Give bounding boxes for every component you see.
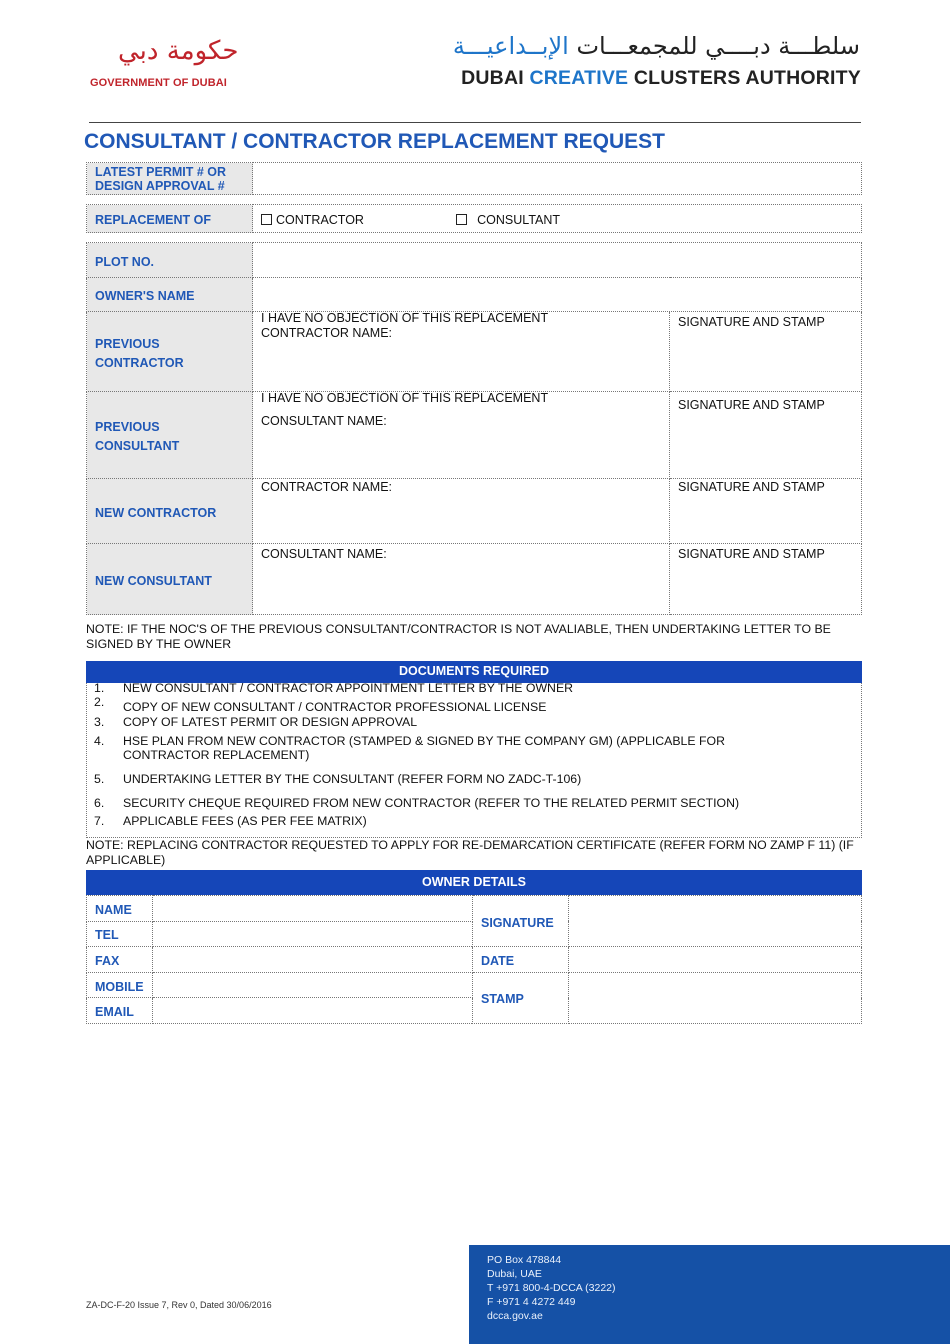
owner-tel-label: TEL (87, 921, 153, 947)
checkbox-icon (261, 214, 272, 225)
contractor-checkbox[interactable]: CONTRACTOR (261, 209, 364, 228)
owner-stamp-input[interactable] (569, 972, 862, 1023)
owner-tel-input[interactable] (153, 921, 473, 947)
footer-fax: F +971 4 4272 449 (487, 1296, 576, 1308)
replacement-table (86, 204, 862, 233)
previous-consultant-signature[interactable]: SIGNATURE AND STAMP (670, 392, 862, 479)
permit-input[interactable] (253, 163, 862, 195)
plot-no-input[interactable] (253, 243, 862, 278)
plot-no-label: PLOT NO. (87, 243, 253, 278)
owners-name-input[interactable] (253, 278, 862, 312)
new-consultant-label: NEW CONSULTANT (87, 544, 253, 615)
new-contractor-signature[interactable]: SIGNATURE AND STAMP (670, 479, 862, 544)
permit-label: LATEST PERMIT # OR DESIGN APPROVAL # (87, 163, 253, 195)
authority-arabic-name: سلطـــة دبــــي للمجمعـــات الإبــداعيـــة (452, 32, 860, 60)
previous-consultant-label: PREVIOUS CONSULTANT (87, 392, 253, 479)
gov-logo-english-text: GOVERNMENT OF DUBAI (90, 77, 227, 89)
page-title: CONSULTANT / CONTRACTOR REPLACEMENT REQUEST (84, 130, 665, 153)
owner-fax-label: FAX (87, 947, 153, 973)
replacement-of-label: REPLACEMENT OF (87, 205, 253, 233)
consultant-checkbox[interactable]: CONSULTANT (456, 209, 560, 228)
previous-contractor-label: PREVIOUS CONTRACTOR (87, 312, 253, 392)
owner-stamp-label: STAMP (473, 972, 569, 1023)
owner-mobile-input[interactable] (153, 972, 473, 998)
owner-details-heading: OWNER DETAILS (86, 870, 862, 895)
owner-signature-input[interactable] (569, 896, 862, 947)
owner-signature-label: SIGNATURE (473, 896, 569, 947)
authority-english-name: DUBAI CREATIVE CLUSTERS AUTHORITY (461, 67, 861, 89)
documents-heading: DOCUMENTS REQUIRED (86, 661, 862, 683)
details-table (86, 242, 862, 615)
owner-date-input[interactable] (569, 947, 862, 973)
new-consultant-input[interactable]: CONSULTANT NAME: (253, 544, 670, 615)
owner-email-label: EMAIL (87, 998, 153, 1024)
new-contractor-input[interactable]: CONTRACTOR NAME: (253, 479, 670, 544)
checkbox-icon (456, 214, 467, 225)
owner-mobile-label: MOBILE (87, 972, 153, 998)
footer-phone: T +971 800-4-DCCA (3222) (487, 1282, 616, 1294)
permit-table (86, 162, 862, 195)
new-contractor-label: NEW CONTRACTOR (87, 479, 253, 544)
footer-website: dcca.gov.ae (487, 1310, 543, 1322)
footer-po-box: PO Box 478844 (487, 1254, 562, 1266)
previous-contractor-signature[interactable]: SIGNATURE AND STAMP (670, 312, 862, 392)
noc-note: NOTE: IF THE NOC'S OF THE PREVIOUS CONSULTANT/CONTRACTOR IS NOT AVALIABLE, THEN UNDERTAKING LETTER TO BE SIGNED BY THE OWNER (86, 622, 831, 651)
owner-date-label: DATE (473, 947, 569, 973)
owner-name-label: NAME (87, 896, 153, 922)
owner-details-table (86, 895, 862, 1024)
owner-fax-input[interactable] (153, 947, 473, 973)
gov-logo-arabic-text: حكومة دبي (118, 36, 239, 66)
demarcation-note: NOTE: REPLACING CONTRACTOR REQUESTED TO APPLY FOR RE-DEMARCATION CERTIFICATE (REFER FORM NO ZAMP F 11) (IF APPLICABLE) (86, 838, 854, 867)
header-divider (89, 122, 861, 123)
footer-city: Dubai, UAE (487, 1268, 542, 1280)
previous-consultant-input[interactable]: I HAVE NO OBJECTION OF THIS REPLACEMENT CONSULTANT NAME: (253, 392, 670, 479)
replacement-options (253, 205, 862, 233)
form-code: ZA-DC-F-20 Issue 7, Rev 0, Dated 30/06/2016 (86, 1300, 272, 1310)
owner-name-input[interactable] (153, 896, 473, 922)
new-consultant-signature[interactable]: SIGNATURE AND STAMP (670, 544, 862, 615)
footer-contact-panel (469, 1245, 950, 1344)
owners-name-label: OWNER'S NAME (87, 278, 253, 312)
owner-email-input[interactable] (153, 998, 473, 1024)
documents-list: 1. NEW CONSULTANT / CONTRACTOR APPOINTMENT LETTER BY THE OWNER 2. COPY OF NEW CONSULTANT / CONTRACTOR PROFESSIONAL LICENSE 3. COPY OF LATEST PERMIT OR DESIGN APPROVAL 4. HSE PLAN FROM NEW CONTRACTOR (STAMPED & SIGNED BY THE COMPANY GM) (APPLICABLE FOR CONTRACTOR REPLACEMENT) 5. UNDERTAKING LETTER BY THE CONSULTANT (REFER FORM NO ZADC-T-106) 6. SECURITY CHEQUE REQUIRED FROM NEW CONTRACTOR (REFER TO THE RELATED PERMIT SECTION) 7. APPLICABLE FEES (AS PER FEE MATRIX) (86, 683, 862, 838)
previous-contractor-input[interactable]: I HAVE NO OBJECTION OF THIS REPLACEMENT CONTRACTOR NAME: (253, 312, 670, 392)
